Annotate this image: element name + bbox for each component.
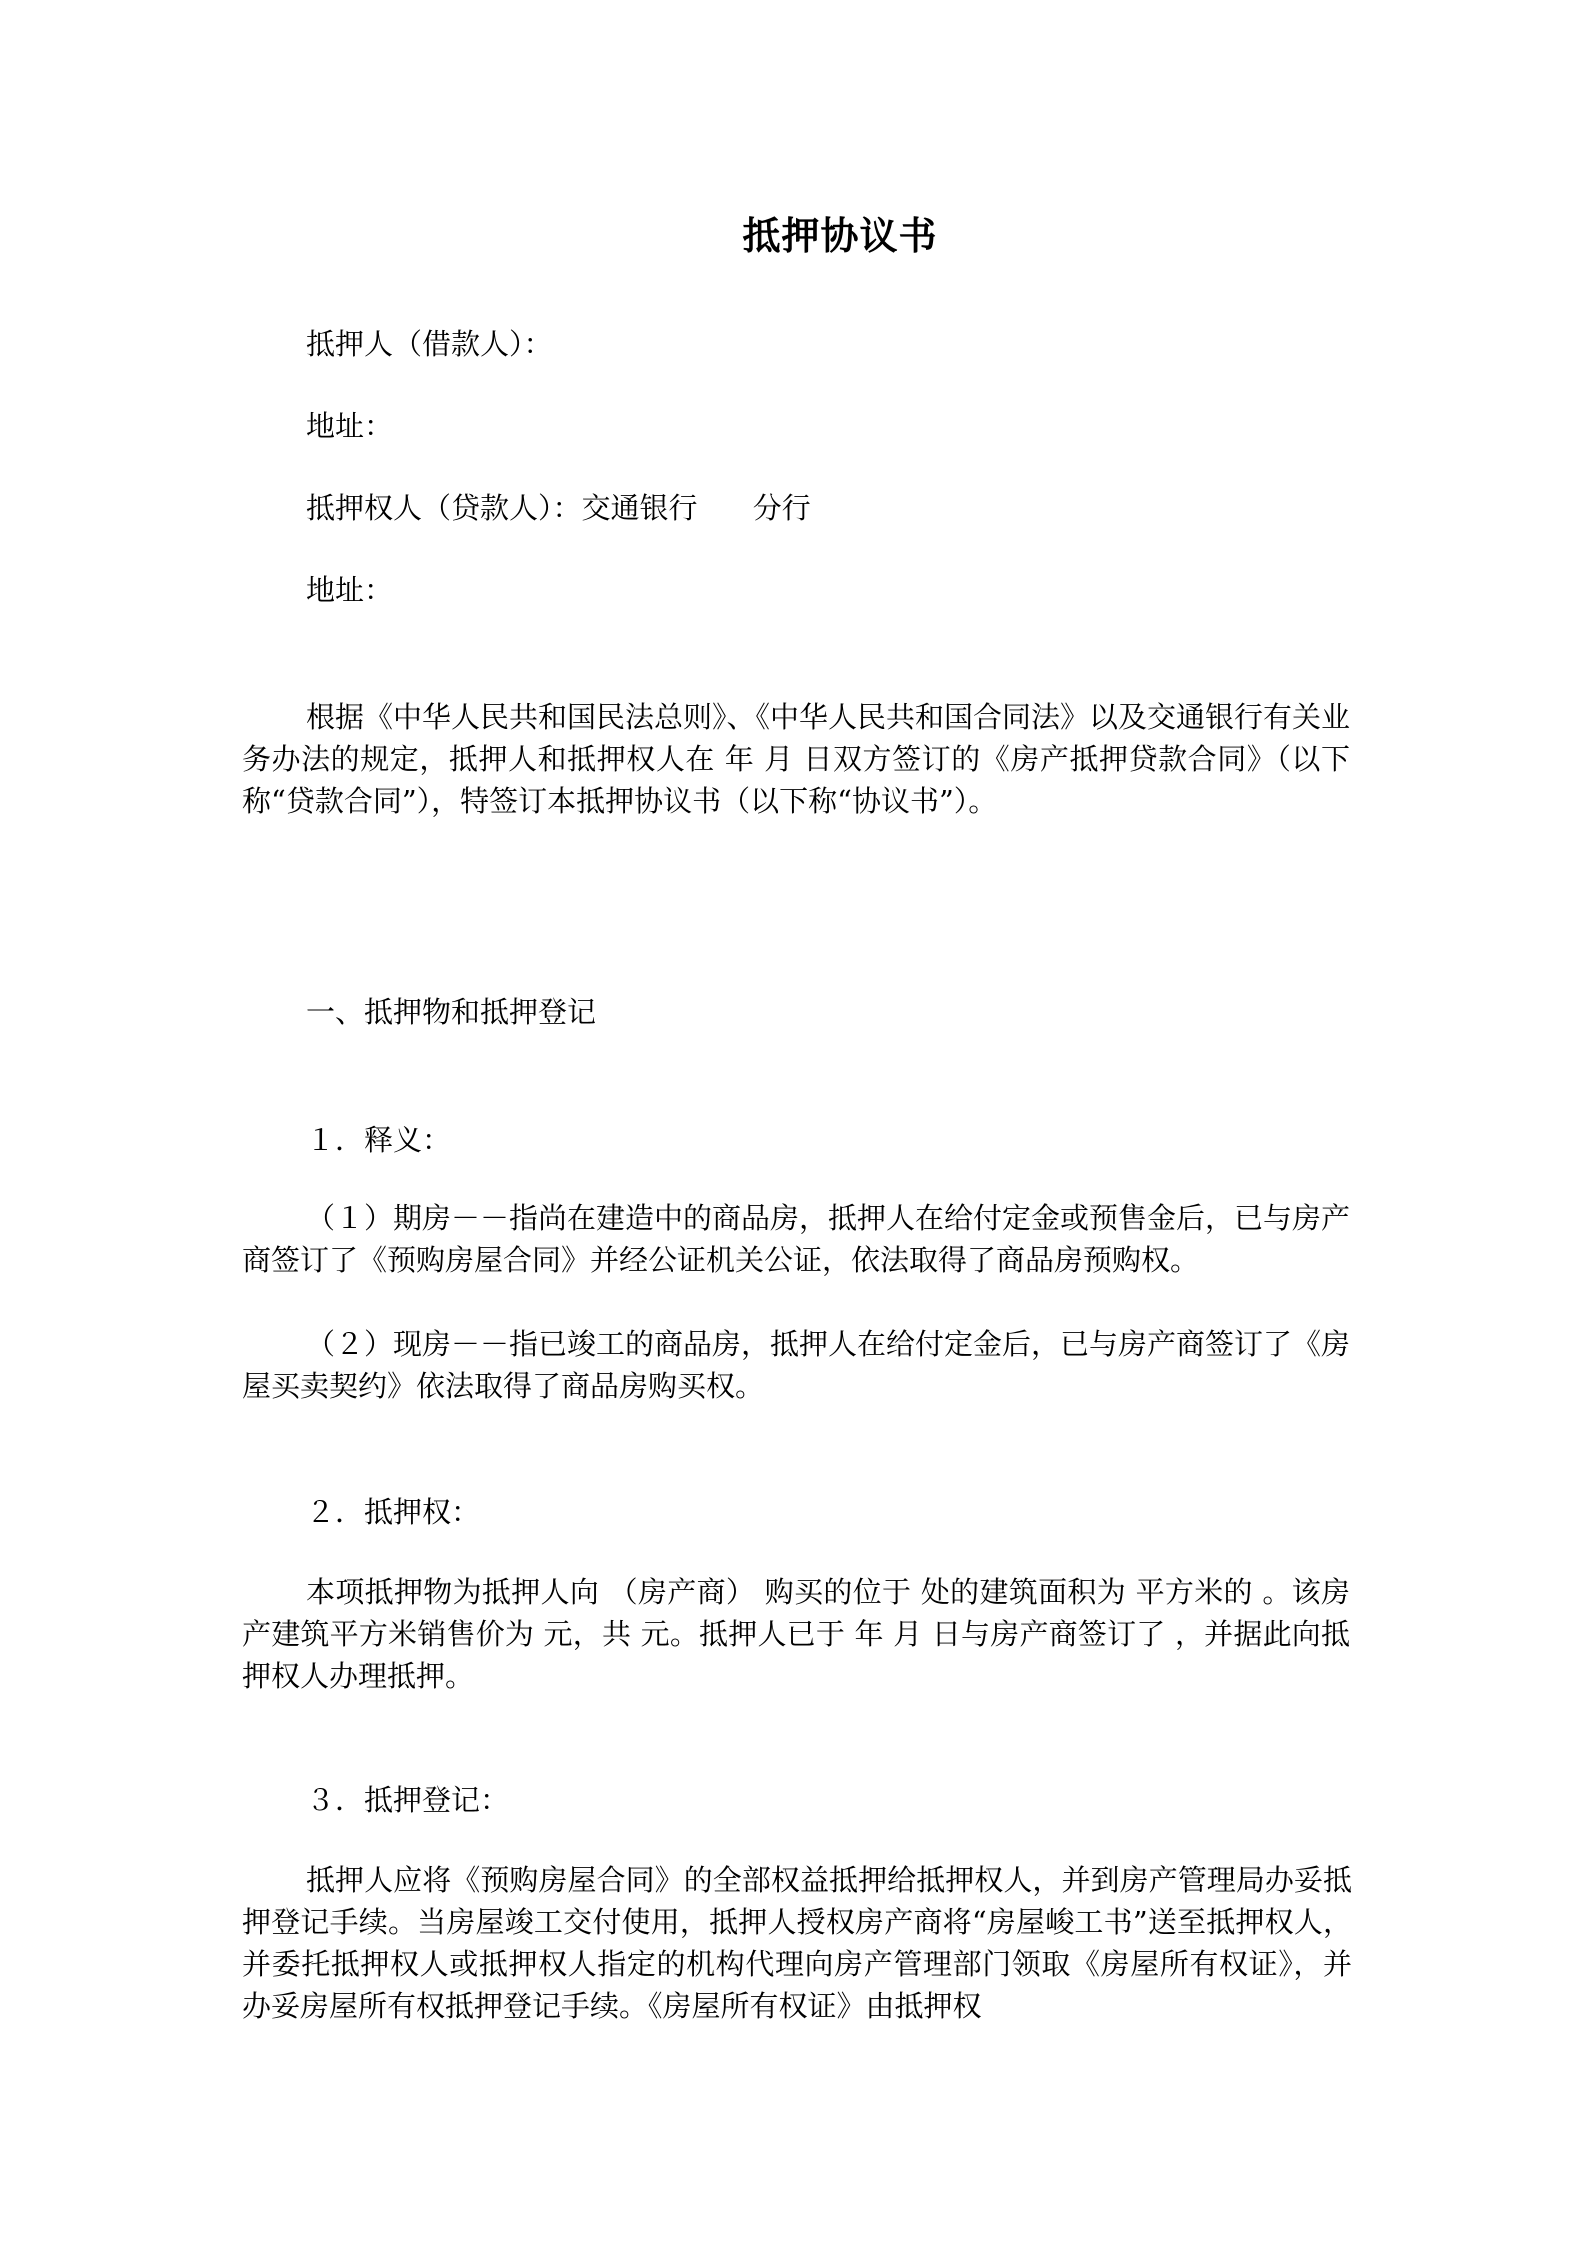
definition-existing-house: （２）现房－－指已竣工的商品房，抵押人在给付定金后，已与房产商签订了《房屋买卖契约》依法取得了商品房购买权。: [242, 1327, 1351, 1403]
mortgage-right-paragraph: 本项抵押物为抵押人向 （房产商） 购买的位于 处的建筑面积为 平方米的 。该房产建筑平方米销售价为 元，共 元。抵押人已于 年 月 日与房产商签订了 ，并据此向抵押权人办理抵押。: [242, 1575, 1350, 1693]
registration-paragraph: 抵押人应将《预购房屋合同》的全部权益抵押给抵押权人，并到房产管理局办妥抵押登记手续。当房屋竣工交付使用，抵押人授权房产商将“房屋峻工书”送至抵押权人，并委托抵押权人或抵押权人指定的机构代理向房产管理部门领取《房屋所有权证》，并办妥房屋所有权抵押登记手续。《房屋所有权证》由抵押权: [242, 1863, 1352, 2023]
item-heading-mortgage-right: ２．抵押权：: [306, 1495, 481, 1529]
section-heading-collateral: 一、抵押物和抵押登记: [306, 995, 597, 1029]
item-heading-registration: ３．抵押登记：: [306, 1783, 510, 1817]
item-heading-definitions: １．释义：: [306, 1123, 452, 1157]
definition-forward-house: （１）期房－－指尚在建造中的商品房，抵押人在给付定金或预售金后，已与房产商签订了《预购房屋合同》并经公证机关公证，依法取得了商品房预购权。: [242, 1201, 1351, 1277]
intro-paragraph: 根据《中华人民共和国民法总则》、《中华人民共和国合同法》以及交通银行有关业务办法的规定，抵押人和抵押权人在 年 月 日双方签订的《房产抵押贷款合同》（以下称“贷款合同”），特签订本抵押协议书（以下称“协议书”）。: [242, 700, 1351, 818]
mortgagee-line: 抵押权人（贷款人）：交通银行 分行: [306, 491, 811, 525]
mortgagee-address-line: 地址：: [306, 573, 394, 607]
document-title: 抵押协议书: [742, 213, 938, 258]
mortgagor-line: 抵押人（借款人）：: [306, 327, 553, 361]
mortgagor-address-line: 地址：: [306, 409, 394, 443]
